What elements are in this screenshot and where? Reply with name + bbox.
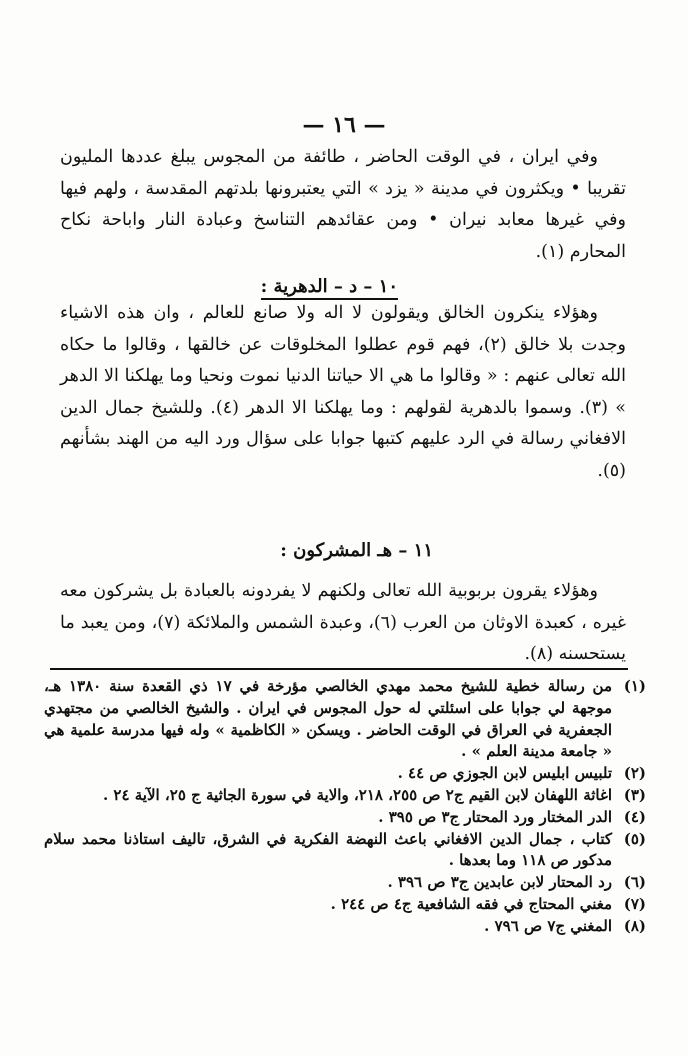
footnote-number: (٦) — [623, 873, 646, 892]
footnote-number: (٧) — [623, 894, 646, 913]
footnote-text: رد المحتار لابن عابدين ج٣ ص ٣٩٦ . — [387, 873, 612, 892]
section-11-paragraph: وهؤلاء يقرون بربوبية الله تعالى ولكنهم لا يفردونه بالعبادة بل يشركون معه غيره ، كعبدة الاوثان من العرب (٦)، وعبدة الشمس والملائكة (٧)، ومن يعبد ما يستحسنه (٨). — [60, 581, 627, 664]
page-number: — ١٦ — — [302, 112, 386, 138]
footnote-number: (١) — [623, 677, 646, 695]
footnote-number: (٣) — [623, 785, 646, 804]
section-10-heading: ١٠ – د – الدهرية : — [261, 276, 398, 300]
footnote-item — [44, 763, 646, 785]
footnote-item — [44, 872, 646, 894]
footnote-item — [44, 785, 646, 807]
footnote-item — [44, 676, 646, 763]
intro-block — [60, 142, 626, 268]
footnote-item — [44, 916, 646, 938]
footnote-text: كتاب ، جمال الدين الافغاني باعث النهضة الفكرية في الشرق، تاليف استاذنا محمد سلام مدكور ص ١١٨ وما بعدها . — [44, 829, 612, 870]
footnote-text: اغاثة اللهفان لابن القيم ج٢ ص ٢٥٥، ٢١٨، والاية في سورة الجاثية ج ٢٥، الآية ٢٤ . — [102, 785, 612, 804]
footnote-number: (٥) — [623, 829, 646, 848]
footnote-number: (٤) — [623, 807, 646, 826]
footnotes-list — [44, 676, 646, 938]
footnote-number: (٨) — [623, 916, 646, 935]
footnote-item — [44, 894, 646, 916]
footnote-text: مغني المحتاج في فقه الشافعية ج٤ ص ٢٤٤ . — [330, 894, 612, 913]
footnote-text: المغني ج٧ ص ٧٩٦ . — [484, 916, 612, 935]
footnote-text: الدر المختار ورد المحتار ج٣ ص ٣٩٥ . — [378, 807, 612, 826]
footnote-item — [44, 807, 646, 829]
section-10-block — [60, 298, 626, 487]
section-11-heading: ١١ – هـ المشركون : — [280, 540, 433, 561]
footnote-text: تلبيس ابليس لابن الجوزي ص ٤٤ . — [397, 764, 612, 783]
footnote-number: (٢) — [623, 764, 646, 783]
footnote-divider — [50, 668, 628, 670]
footnote-item — [44, 829, 646, 873]
section-10-paragraph: وهؤلاء ينكرون الخالق ويقولون لا اله ولا صانع للعالم ، وان هذه الاشياء وجدت بلا خالق (٢)، فهم قوم عطلوا المخلوقات عن خالقها ، وقالوا ما حكاه الله تعالى عنهم : « وقالوا ما هي الا حياتنا الدنيا نموت ونحيا وما يهلكنا الا الدهر » (٣). وسموا بالدهرية لقولهم : وما يهلكنا الا الدهر (٤). وللشيخ جمال الدين الافغاني رسالة في الرد عليهم كتبها جوابا على سؤال ورد اليه من الهند بشأنهم (٥). — [60, 303, 626, 481]
section-11-block — [60, 576, 626, 671]
intro-paragraph: وفي ايران ، في الوقت الحاضر ، طائفة من المجوس يبلغ عددها المليون تقريبا • ويكثرون في مدينة « يزد » التي يعتبرونها بلدتهم المقدسة ، ولهم فيها وفي غيرها معابد نيران • ومن عقائدهم التناسخ وعبادة النار واباحة نكاح المحارم (١). — [60, 147, 626, 262]
footnote-text: من رسالة خطية للشيخ محمد مهدي الخالصي مؤرخة في ١٧ ذي القعدة سنة ١٣٨٠ هـ، موجهة لي جوابا على اسئلتي له حول المجوس في ايران . والشيخ الخالصي من مجتهدي الجعفرية في العراق في الوقت الحاضر . ويسكن « الكاظمية » وله فيها مدرسة علمية هي « جامعة مدينة العلم » . — [44, 677, 612, 761]
